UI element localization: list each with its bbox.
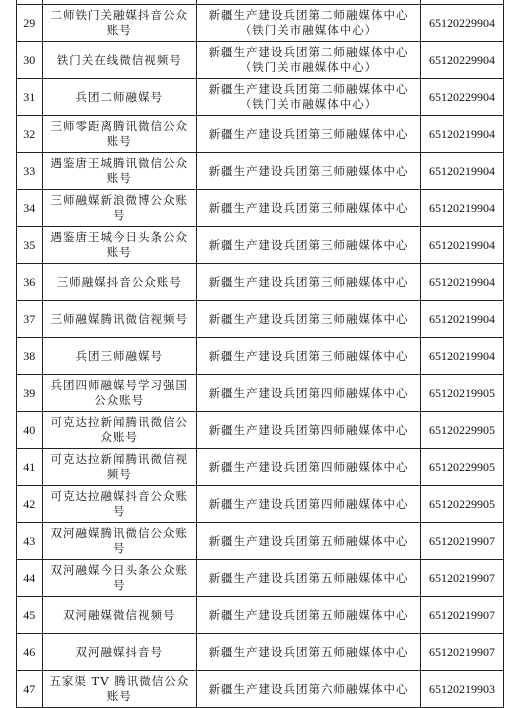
cell-code: 65120219907 [421, 597, 504, 634]
table-row [17, 634, 504, 671]
cell-number: 38 [17, 338, 43, 375]
cell-code: 65120219903 [421, 671, 504, 708]
media-account-table [16, 0, 504, 708]
cell-number: 29 [17, 5, 43, 42]
cell-number: 36 [17, 264, 43, 301]
cell-code: 65120229905 [421, 412, 504, 449]
table-row [17, 523, 504, 560]
table-row [17, 79, 504, 116]
cell-number: 41 [17, 449, 43, 486]
cell-account-name: 遇鉴唐王城今日头条公众账号 [42, 227, 196, 264]
table-row [17, 412, 504, 449]
cell-account-name: 兵团四师融媒号学习强国公众账号 [42, 375, 196, 412]
cell-account-name: 三师融媒新浪微博公众账号 [42, 190, 196, 227]
cell-code: 65120219905 [421, 375, 504, 412]
document-page [16, 0, 504, 708]
cell-organization: 新疆生产建设兵团第四师融媒体中心 [197, 375, 421, 412]
cell-code: 65120219904 [421, 153, 504, 190]
cell-code: 65120219904 [421, 338, 504, 375]
cell-code: 65120219904 [421, 116, 504, 153]
cell-account-name: 双河融媒今日头条公众账号 [42, 560, 196, 597]
cell-organization: 新疆生产建设兵团第三师融媒体中心 [197, 153, 421, 190]
table-row [17, 449, 504, 486]
cell-number: 47 [17, 671, 43, 708]
cell-organization: 新疆生产建设兵团第六师融媒体中心 [197, 671, 421, 708]
cell-organization: 新疆生产建设兵团第三师融媒体中心 [197, 301, 421, 338]
cell-code: 65120229905 [421, 449, 504, 486]
cell-code: 65120229904 [421, 42, 504, 79]
table-row [17, 116, 504, 153]
cell-number: 35 [17, 227, 43, 264]
cell-account-name: 可克达拉新闻腾讯微信视频号 [42, 449, 196, 486]
cell-organization: 新疆生产建设兵团第四师融媒体中心 [197, 412, 421, 449]
cell-organization: 新疆生产建设兵团第三师融媒体中心 [197, 190, 421, 227]
cell-account-name: 三师零距离腾讯微信公众账号 [42, 116, 196, 153]
cell-number: 45 [17, 597, 43, 634]
cell-organization: 新疆生产建设兵团第三师融媒体中心 [197, 227, 421, 264]
cell-account-name: 双河融媒腾讯微信公众账号 [42, 523, 196, 560]
table-row [17, 5, 504, 42]
cell-account-name: 双河融媒抖音号 [42, 634, 196, 671]
cell-number: 33 [17, 153, 43, 190]
table-row [17, 42, 504, 79]
cell-code: 65120219904 [421, 264, 504, 301]
cell-organization: 新疆生产建设兵团第三师融媒体中心 [197, 264, 421, 301]
cell-number: 43 [17, 523, 43, 560]
cell-number: 32 [17, 116, 43, 153]
cell-account-name: 遇鉴唐王城腾讯微信公众账号 [42, 153, 196, 190]
cell-account-name: 双河融媒微信视频号 [42, 597, 196, 634]
cell-account-name: 兵团二师融媒号 [42, 79, 196, 116]
cell-number: 30 [17, 42, 43, 79]
cell-organization: 新疆生产建设兵团第五师融媒体中心 [197, 560, 421, 597]
cell-number: 37 [17, 301, 43, 338]
cell-code: 65120229904 [421, 79, 504, 116]
table-row [17, 264, 504, 301]
table-row [17, 153, 504, 190]
table-row [17, 560, 504, 597]
cell-account-name: 兵团三师融媒号 [42, 338, 196, 375]
cell-organization: 新疆生产建设兵团第三师融媒体中心 [197, 116, 421, 153]
cell-number: 34 [17, 190, 43, 227]
table-row [17, 597, 504, 634]
cell-organization: 新疆生产建设兵团第二师融媒体中心（铁门关市融媒体中心） [197, 42, 421, 79]
cell-code: 65120219907 [421, 634, 504, 671]
cell-organization: 新疆生产建设兵团第五师融媒体中心 [197, 597, 421, 634]
cell-organization: 新疆生产建设兵团第二师融媒体中心（铁门关市融媒体中心） [197, 5, 421, 42]
table-body [17, 0, 504, 708]
cell-organization: 新疆生产建设兵团第三师融媒体中心 [197, 338, 421, 375]
cell-code: 65120219907 [421, 560, 504, 597]
cell-account-name: 可克达拉新闻腾讯微信公众账号 [42, 412, 196, 449]
cell-code: 65120219907 [421, 523, 504, 560]
cell-code: 65120219904 [421, 190, 504, 227]
cell-code: 65120229905 [421, 486, 504, 523]
cell-number: 46 [17, 634, 43, 671]
cell-account-name: 铁门关在线微信视频号 [42, 42, 196, 79]
cell-number: 40 [17, 412, 43, 449]
cell-code: 65120219904 [421, 227, 504, 264]
table-row [17, 227, 504, 264]
table-row [17, 375, 504, 412]
cell-organization: 新疆生产建设兵团第五师融媒体中心 [197, 634, 421, 671]
cell-account-name: 三师融媒抖音公众账号 [42, 264, 196, 301]
table-row [17, 338, 504, 375]
table-row [17, 301, 504, 338]
cell-code: 65120229904 [421, 5, 504, 42]
cell-code: 65120219904 [421, 301, 504, 338]
cell-organization: 新疆生产建设兵团第五师融媒体中心 [197, 523, 421, 560]
cell-number: 44 [17, 560, 43, 597]
cell-organization: 新疆生产建设兵团第二师融媒体中心（铁门关市融媒体中心） [197, 79, 421, 116]
cell-account-name: 二师铁门关融媒抖音公众账号 [42, 5, 196, 42]
cell-number: 31 [17, 79, 43, 116]
cell-account-name: 三师融媒腾讯微信视频号 [42, 301, 196, 338]
cell-organization: 新疆生产建设兵团第四师融媒体中心 [197, 486, 421, 523]
cell-account-name: 五家渠 TV 腾讯微信公众账号 [42, 671, 196, 708]
table-row [17, 486, 504, 523]
cell-account-name: 可克达拉融媒抖音公众账号 [42, 486, 196, 523]
table-row [17, 190, 504, 227]
cell-organization: 新疆生产建设兵团第四师融媒体中心 [197, 449, 421, 486]
table-row [17, 671, 504, 708]
cell-number: 39 [17, 375, 43, 412]
cell-number: 42 [17, 486, 43, 523]
